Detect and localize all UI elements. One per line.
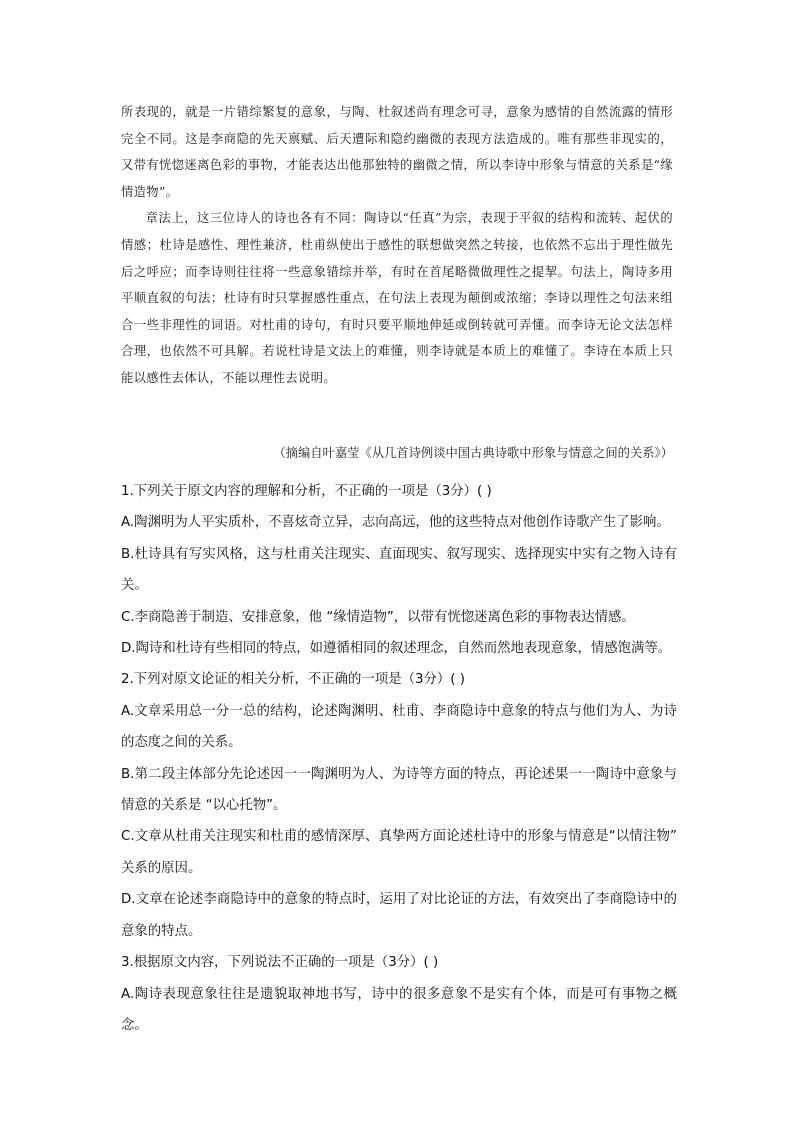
answer-option: A.陶渊明为人平实质朴，不喜炫奇立异，志向高远，他的这些特点对他创作诗歌产生了影响。 [121,515,670,531]
answer-option: D.文章在论述李商隐诗中的意象的特点时，运用了对比论证的方法，有效突出了李商隐诗中的意象的特点。 [121,892,677,939]
passage-paragraph: 所表现的，就是一片错综繁复的意象，与陶、杜叙述尚有理念可寻，意象为感情的自然流露的情形完全不同。这是李商隐的先天禀赋、后天遭际和隐约幽微的表现方法造成的。唯有那些非现实的，又带有恍惚迷离色彩的事物，才能表达出他那独特的幽微之情，所以李诗中形象与情意的关系是“缘情造物”。 [121,105,673,199]
answer-option: A.文章采用总一分一总的结构，论述陶渊明、杜甫、李商隐诗中意象的特点与他们为人、为诗的态度之间的关系。 [121,703,677,751]
answer-option: C.李商隐善于制造、安排意象，他 “缘情造物”，以带有恍惚迷离色彩的事物表达情感。 [121,609,635,625]
answer-option: C.文章从杜甫关注现实和杜甫的感情深厚、真挚两方面论述杜诗中的形象与情意是“以情注物” 关系的原因。 [121,829,677,876]
reading-passage [121,99,673,392]
passage-paragraph: 章法上，这三位诗人的诗也各有不同：陶诗以“任真”为宗，表现于平叙的结构和流转、起伏的情感；杜诗是感性、理性兼济，杜甫纵使出于感性的联想做突然之转接，也依然不忘出于理性做先后之呼应；而李诗则往往将一些意象错综并举，有时在首尾略微做理性之提挈。句法上，陶诗多用平顺直叙的句法；杜诗有时只掌握感性重点，在句法上表现为颠倒或浓缩；李诗以理性之句法来组合一些非理性的词语。对杜甫的诗句，有时只要平顺地伸延或倒转就可弄懂。而李诗无论文法怎样合理，也依然不可具解。若说杜诗是文法上的难懂，则李诗就是本质上的难懂了。李诗在本质上只能以感性去体认，不能以理性去说明。 [121,211,673,385]
answer-option: A.陶诗表现意象往往是遗貌取神地书写，诗中的很多意象不是实有个体，而是可有事物之概念。 [121,986,677,1033]
question-stem: 3.根据原文内容，下列说法不正确的一项是（3分）( ) [121,955,439,971]
question-stem: 1.下列关于原文内容的理解和分析，不正确的一项是（3分）( ) [121,484,492,499]
answer-option: B.杜诗具有写实风格，这与杜甫关注现实、直面现实、叙写现实、选择现实中实有之物入诗有关。 [121,546,677,594]
answer-option: D.陶诗和杜诗有些相同的特点，如遵循相同的叙述理念，自然而然地表现意象，情感饱满等。 [121,641,672,657]
passage-source: （摘编自叶嘉莹《从几首诗例谈中国古典诗歌中形象与情意之间的关系》） [273,446,673,460]
question-stem: 2.下列对原文论证的相关分析，不正确的一项是（3分）( ) [121,672,465,688]
answer-option: B.第二段主体部分先论述因一一陶渊明为人、为诗等方面的特点，再论述果一一陶诗中意象与情意的关系是 “以心托物”。 [121,766,677,814]
question-list [121,476,677,1041]
